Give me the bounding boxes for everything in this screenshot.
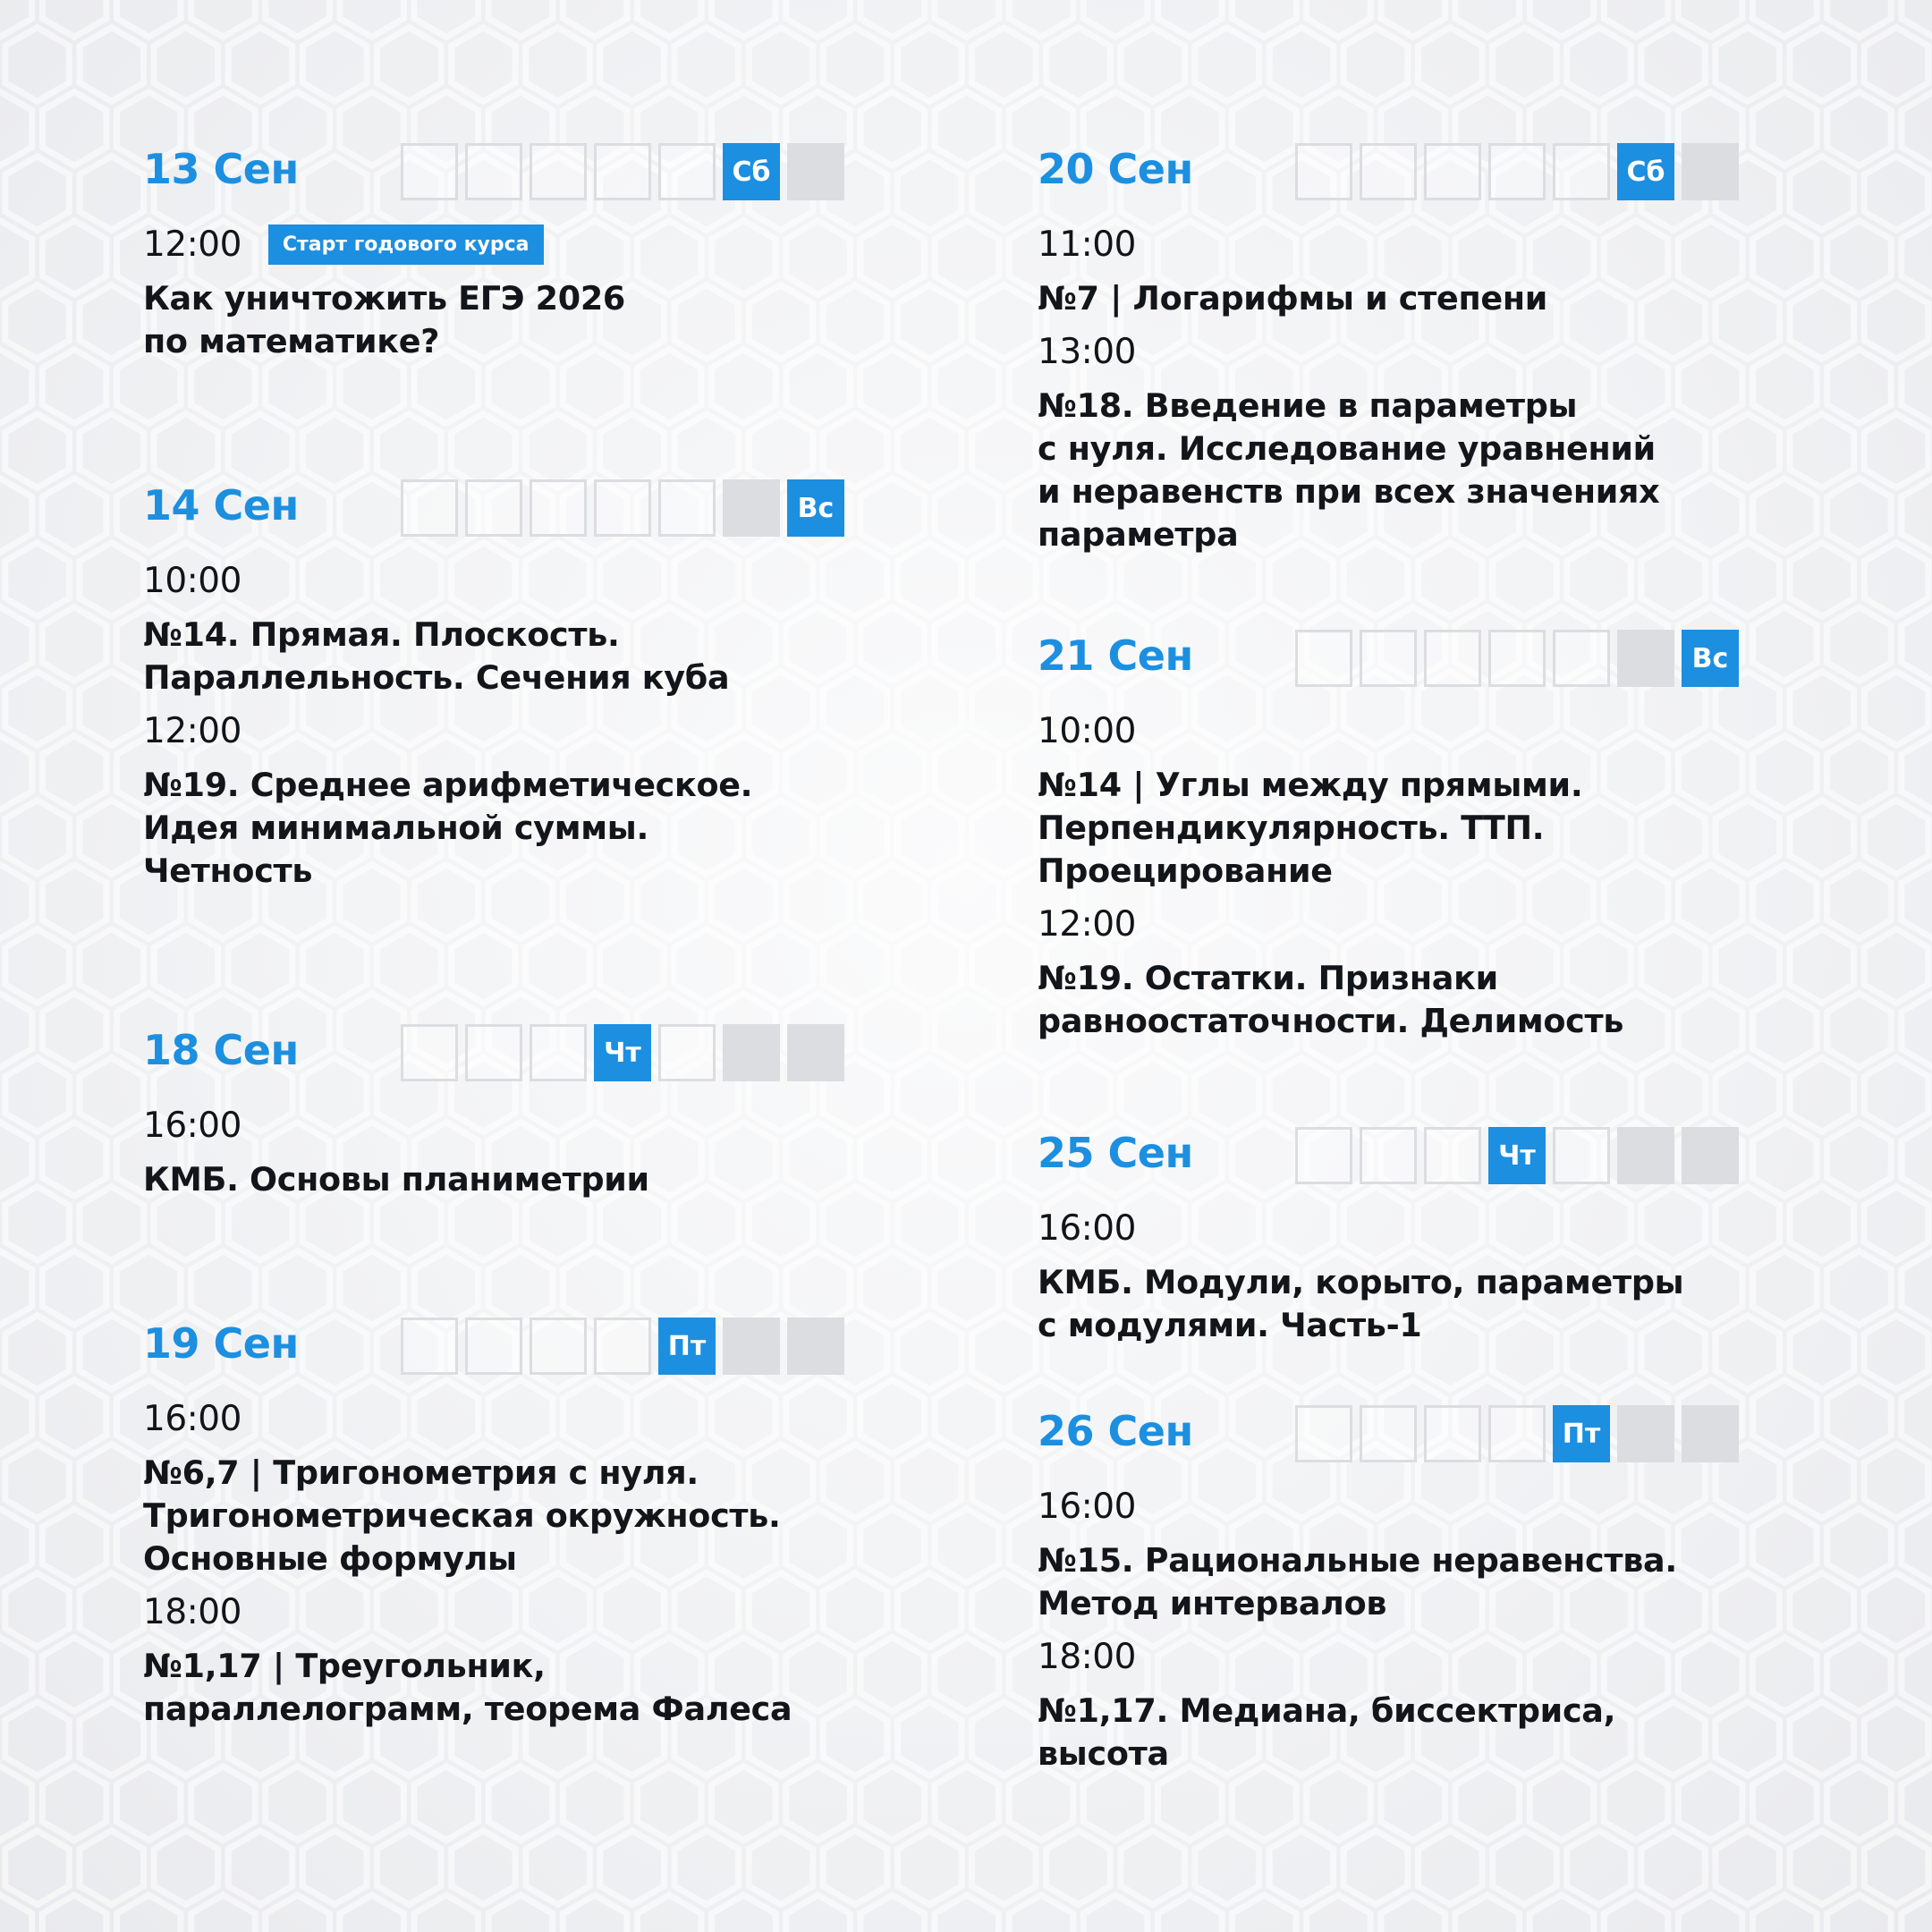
week-cell-active: Чт — [594, 1024, 651, 1081]
week-cell — [1295, 1127, 1352, 1184]
week-cell-weekend — [787, 1318, 844, 1375]
event-item — [1038, 218, 1771, 320]
week-strip — [401, 479, 844, 537]
event-title-line: Параллельность. Сечения куба — [143, 658, 730, 697]
event-title-line: КМБ. Модули, корыто, параметры — [1038, 1263, 1684, 1301]
week-strip — [401, 1024, 844, 1081]
event-title-line: параллелограмм, теорема Фалеса — [143, 1690, 792, 1728]
event-title-line: №1,17 | Треугольник, — [143, 1647, 546, 1685]
week-cell-active: Вс — [787, 479, 844, 537]
week-strip — [1295, 630, 1739, 687]
event-title — [143, 277, 877, 363]
week-strip — [1295, 1405, 1739, 1462]
event-time-row — [143, 555, 877, 606]
event-title-line: КМБ. Основы планиметрии — [143, 1160, 649, 1199]
week-cell-weekend — [1682, 1127, 1739, 1184]
event-title-line: Метод интервалов — [1038, 1584, 1387, 1623]
event-time-row — [1038, 898, 1771, 950]
week-cell-weekend — [723, 1318, 780, 1375]
day-block — [143, 134, 877, 363]
event-title — [1038, 1539, 1771, 1625]
event-title — [1038, 277, 1771, 320]
event-time: 16:00 — [143, 1398, 242, 1439]
day-date: 18 Сен — [143, 1026, 299, 1074]
event-time: 16:00 — [1038, 1486, 1136, 1527]
day-header — [1038, 134, 1771, 213]
week-cell-weekend — [787, 1024, 844, 1081]
day-block — [143, 1015, 877, 1201]
week-cell-active: Пт — [1553, 1405, 1610, 1462]
week-strip — [1295, 1127, 1739, 1184]
week-cell — [465, 143, 522, 200]
week-cell-active: Сб — [1617, 143, 1674, 200]
week-cell-active: Вс — [1682, 630, 1739, 687]
day-date: 13 Сен — [143, 145, 299, 193]
week-strip — [1295, 143, 1739, 200]
day-block — [1038, 621, 1771, 1043]
event-title — [143, 1452, 877, 1580]
event-time-row — [1038, 1631, 1771, 1682]
event-title — [143, 1645, 877, 1731]
week-cell — [530, 1318, 587, 1375]
event-item — [143, 1393, 877, 1580]
event-title-line: №19. Среднее арифметическое. — [143, 766, 753, 804]
event-time-row — [1038, 326, 1771, 377]
event-time: 18:00 — [143, 1591, 242, 1632]
day-header — [143, 1015, 877, 1094]
event-title — [143, 764, 877, 893]
week-cell — [594, 1318, 651, 1375]
event-time: 10:00 — [1038, 710, 1136, 751]
event-time: 12:00 — [143, 710, 242, 751]
week-strip — [401, 143, 844, 200]
event-title-line: №1,17. Медиана, биссектриса, — [1038, 1691, 1616, 1730]
week-cell — [594, 479, 651, 537]
day-block — [1038, 134, 1771, 556]
event-item — [1038, 1631, 1771, 1775]
week-cell — [1360, 143, 1417, 200]
day-header — [1038, 1396, 1771, 1475]
event-title-line: с модулями. Часть-1 — [1038, 1306, 1422, 1344]
week-cell — [594, 143, 651, 200]
day-block — [1038, 1396, 1771, 1775]
course-start-badge: Старт годового курса — [268, 225, 544, 265]
event-title-line: равноостаточности. Делимость — [1038, 1002, 1624, 1040]
week-cell — [1295, 143, 1352, 200]
week-cell-active: Сб — [723, 143, 780, 200]
week-cell-weekend — [1682, 1405, 1739, 1462]
event-item — [1038, 326, 1771, 556]
event-title — [1038, 1261, 1771, 1347]
week-cell — [1553, 1127, 1610, 1184]
event-title-line: с нуля. Исследование уравнений — [1038, 429, 1656, 468]
week-cell — [1488, 1405, 1546, 1462]
event-item — [143, 1099, 877, 1201]
week-strip — [401, 1318, 844, 1375]
day-date: 19 Сен — [143, 1319, 299, 1368]
event-time: 16:00 — [1038, 1208, 1136, 1249]
event-title-line: высота — [1038, 1734, 1169, 1773]
event-time-row — [1038, 1480, 1771, 1532]
event-time: 18:00 — [1038, 1636, 1136, 1677]
event-title-line: Тригонометрическая окружность. — [143, 1496, 781, 1535]
event-title-line: Перпендикулярность. ТТП. — [1038, 809, 1545, 847]
week-cell-weekend — [1682, 143, 1739, 200]
event-title — [1038, 385, 1771, 556]
day-block — [143, 1309, 877, 1731]
week-cell-weekend — [1617, 630, 1674, 687]
event-item — [143, 1586, 877, 1731]
event-title-line: №6,7 | Тригонометрия с нуля. — [143, 1453, 699, 1492]
day-header — [1038, 621, 1771, 699]
week-cell — [658, 143, 716, 200]
week-cell — [1553, 143, 1610, 200]
event-title-line: и неравенств при всех значениях — [1038, 472, 1660, 511]
event-title — [143, 614, 877, 699]
event-title-line: №7 | Логарифмы и степени — [1038, 279, 1548, 318]
week-cell — [1488, 143, 1546, 200]
week-cell — [401, 479, 458, 537]
event-time: 16:00 — [143, 1105, 242, 1146]
event-item — [1038, 705, 1771, 893]
event-title — [1038, 764, 1771, 893]
week-cell-weekend — [1617, 1405, 1674, 1462]
event-title-line: Проецирование — [1038, 852, 1333, 890]
week-cell — [1360, 630, 1417, 687]
event-item — [143, 218, 877, 363]
event-item — [1038, 1202, 1771, 1347]
week-cell — [401, 143, 458, 200]
day-date: 26 Сен — [1038, 1407, 1193, 1455]
event-item — [143, 555, 877, 699]
week-cell-active: Чт — [1488, 1127, 1546, 1184]
event-time: 12:00 — [143, 224, 242, 265]
week-cell — [1295, 630, 1352, 687]
week-cell — [530, 479, 587, 537]
week-cell-active: Пт — [658, 1318, 716, 1375]
event-title-line: №14 | Углы между прямыми. — [1038, 766, 1583, 804]
event-title — [1038, 957, 1771, 1043]
week-cell — [658, 479, 716, 537]
event-title — [143, 1158, 877, 1201]
day-date: 20 Сен — [1038, 145, 1193, 193]
week-cell — [465, 1024, 522, 1081]
week-cell — [1424, 1127, 1481, 1184]
event-time: 13:00 — [1038, 331, 1136, 372]
event-time-row — [143, 1586, 877, 1638]
event-title — [1038, 1690, 1771, 1775]
day-block — [143, 470, 877, 893]
week-cell-weekend — [1617, 1127, 1674, 1184]
week-cell — [1488, 630, 1546, 687]
week-cell — [1424, 630, 1481, 687]
week-cell — [1295, 1405, 1352, 1462]
event-time-row — [1038, 218, 1771, 270]
event-time-row — [143, 705, 877, 757]
event-time: 12:00 — [1038, 903, 1136, 945]
event-time-row — [1038, 705, 1771, 757]
week-cell — [401, 1024, 458, 1081]
event-time-row — [143, 1099, 877, 1151]
event-item — [1038, 1480, 1771, 1625]
week-cell — [401, 1318, 458, 1375]
week-cell — [465, 1318, 522, 1375]
week-cell-weekend — [787, 143, 844, 200]
event-time-row — [143, 218, 877, 270]
week-cell-weekend — [723, 479, 780, 537]
week-cell-weekend — [723, 1024, 780, 1081]
event-title-line: параметра — [1038, 515, 1239, 554]
event-title-line: №14. Прямая. Плоскость. — [143, 615, 620, 654]
event-title-line: по математике? — [143, 322, 440, 360]
day-header — [143, 134, 877, 213]
event-time: 11:00 — [1038, 224, 1136, 265]
event-item — [1038, 898, 1771, 1043]
event-title-line: Основные формулы — [143, 1539, 517, 1578]
week-cell — [530, 143, 587, 200]
event-title-line: Четность — [143, 852, 313, 890]
week-cell — [465, 479, 522, 537]
day-header — [143, 470, 877, 549]
day-header — [1038, 1118, 1771, 1197]
event-time-row — [1038, 1202, 1771, 1254]
event-time: 10:00 — [143, 560, 242, 601]
event-time-row — [143, 1393, 877, 1445]
week-cell — [530, 1024, 587, 1081]
day-date: 21 Сен — [1038, 631, 1193, 680]
event-title-line: Идея минимальной суммы. — [143, 809, 649, 847]
event-title-line: №18. Введение в параметры — [1038, 386, 1578, 425]
week-cell — [658, 1024, 716, 1081]
week-cell — [1424, 143, 1481, 200]
day-block — [1038, 1118, 1771, 1347]
day-date: 14 Сен — [143, 481, 299, 530]
event-title-line: №15. Рациональные неравенства. — [1038, 1541, 1677, 1580]
day-header — [143, 1309, 877, 1387]
week-cell — [1360, 1127, 1417, 1184]
week-cell — [1424, 1405, 1481, 1462]
week-cell — [1360, 1405, 1417, 1462]
event-title-line: №19. Остатки. Признаки — [1038, 959, 1498, 997]
day-date: 25 Сен — [1038, 1129, 1193, 1177]
event-item — [143, 705, 877, 893]
week-cell — [1553, 630, 1610, 687]
event-title-line: Как уничтожить ЕГЭ 2026 — [143, 279, 626, 318]
